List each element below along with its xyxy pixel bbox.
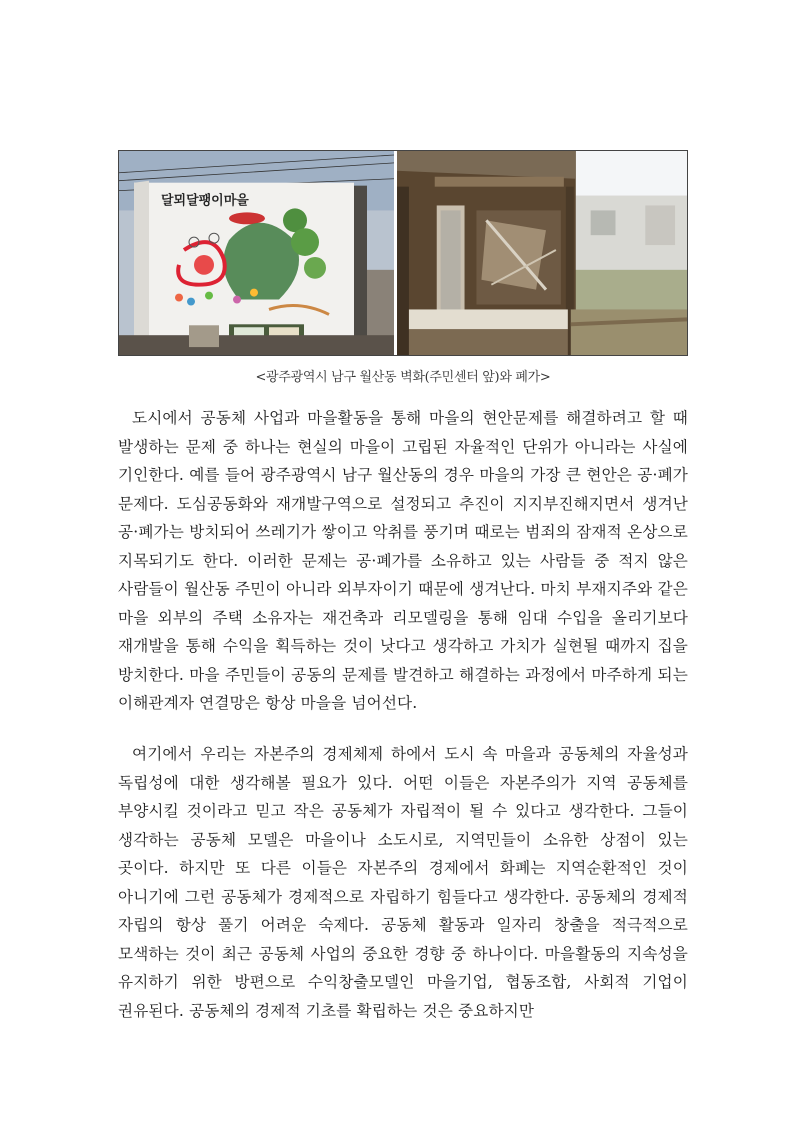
- figure-caption: <광주광역시 남구 월산동 벽화(주민센터 앞)와 폐가>: [255, 370, 551, 385]
- mural-title: 달뫼달팽이마을: [161, 193, 249, 209]
- abandoned-house-photo: [397, 151, 687, 355]
- body-paragraph-1: 도시에서 공동체 사업과 마을활동을 통해 마을의 현안문제를 해결하려고 할 때 발생하는 문제 중 하나는 현실의 마을이 고립된 자율적인 단위가 아니라는 사실에 기인한다. 예를 들어 광주광역시 남구 월산동의 경우 마을의 가장 큰 현안은 공·폐가 문제다. 도심공동화와 재개발구역으로 설정되고 추진이 지지부진해지면서 생겨난 공·폐가는 방치되어 쓰레기가 쌓이고 악취를 풍기며 때로는 범죄의 잠재적 온상으로 지목되기도 한다. 이러한 문제는 공·폐가를 소유하고 있는 사람들 중 적지 않은 사람들이 월산동 주민이 아니라 외부자이기 때문에 생겨난다. 마치 부재지주와 같은 마을 외부의 주택 소유자는 재건축과 리모델링을 통해 임대 수입을 올리기보다 재개발을 통해 수익을 획득하는 것이 낫다고 생각하고 가치가 실현될 때까지 집을 방치한다. 마을 주민들이 공동의 문제를 발견하고 해결하는 과정에서 마주하게 되는 이해관계자 연결망은 항상 마을을 넘어선다.: [118, 409, 688, 712]
- mural-photo: [119, 151, 397, 355]
- body-paragraph-2: 여기에서 우리는 자본주의 경제체제 하에서 도시 속 마을과 공동체의 자율성과 독립성에 대한 생각해볼 필요가 있다. 어떤 이들은 자본주의가 지역 공동체를 부양시킬 것이라고 믿고 작은 공동체가 자립적이 될 수 있다고 생각한다. 그들이 생각하는 공동체 모델은 마을이나 소도시로, 지역민들이 소유한 상점이 있는 곳이다. 하지만 또 다른 이들은 자본주의 경제에서 화폐는 지역순환적인 것이 아니기에 그런 공동체가 경제적으로 자립하기 힘들다고 생각한다. 공동체의 경제적 자립의 항상 풀기 어려운 숙제다. 공동체 활동과 일자리 창출을 적극적으로 모색하는 것이 최근 공동체 사업의 중요한 경향 중 하나이다. 마을활동의 지속성을 유지하기 위한 방편으로 수익창출모델인 마을기업, 협동조합, 사회적 기업이 권유된다. 공동체의 경제적 기초를 확립하는 것은 중요하지만: [118, 745, 688, 1020]
- figure-photos: [118, 150, 688, 356]
